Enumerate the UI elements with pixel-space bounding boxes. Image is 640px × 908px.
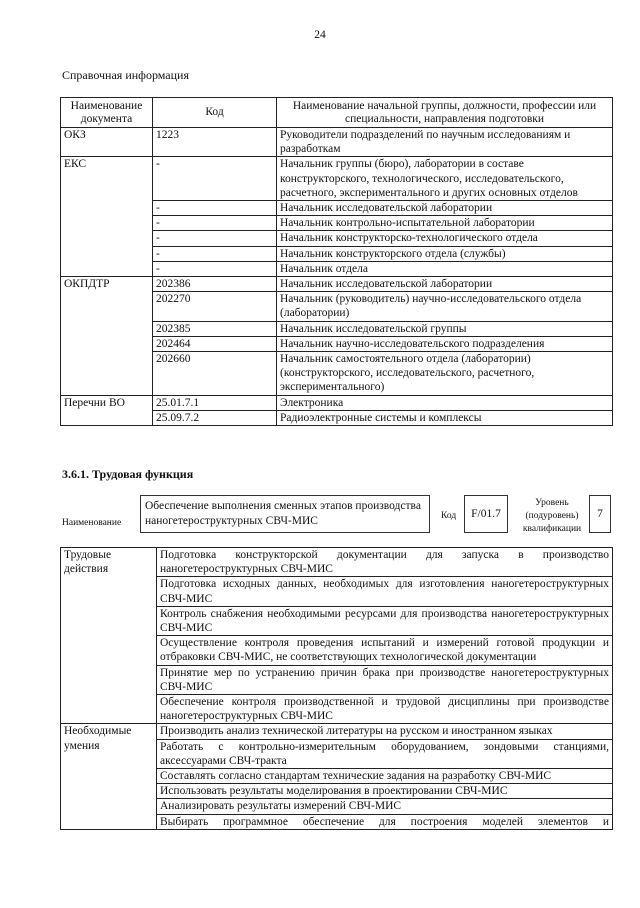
row-name: Начальник исследовательской группы <box>277 321 613 336</box>
table-row <box>61 724 613 739</box>
row-code: 25.09.7.2 <box>153 410 277 425</box>
row-code: - <box>153 201 277 216</box>
row-code: 202385 <box>153 321 277 336</box>
page-number: 24 <box>314 29 326 41</box>
labor-function-code-label: Код <box>441 511 457 521</box>
row-code: 202660 <box>153 352 277 396</box>
row-code: - <box>153 231 277 246</box>
skill-item: Выбирать программное обеспечение для построения моделей элементов и <box>157 814 613 829</box>
row-code: 202386 <box>153 277 277 292</box>
header-code: Код <box>153 98 277 128</box>
row-name: Электроника <box>277 395 613 410</box>
labor-function-name-box: Обеспечение выполнения сменных этапов производства наногетероструктурных СВЧ-МИС <box>140 495 430 533</box>
row-code: - <box>153 157 277 201</box>
table-row <box>61 548 613 577</box>
row-name: Начальник конструкторско-технологического отдела <box>277 231 613 246</box>
table-row <box>61 395 613 410</box>
row-code: - <box>153 216 277 231</box>
labor-function-level-label: Уровень (подуровень) квалификации <box>522 498 582 534</box>
skill-item: Работать с контрольно-измерительным оборудованием, зондовыми станциями, аксессуарами СВЧ-тракта <box>157 739 613 768</box>
action-item: Принятие мер по устранению причин брака при производстве наногетероструктурных СВЧ-МИС <box>157 665 613 694</box>
row-code: 25.01.7.1 <box>153 395 277 410</box>
row-code: 202464 <box>153 336 277 351</box>
skills-label: Необходимые умения <box>61 724 157 829</box>
row-code: - <box>153 261 277 276</box>
reference-table <box>60 97 613 426</box>
labor-function-code-box: F/01.7 <box>464 495 508 533</box>
row-doc: ОКПДТР <box>61 277 153 396</box>
table-row <box>61 277 613 292</box>
row-name: Начальник научно-исследовательского подразделения <box>277 336 613 351</box>
duties-table <box>60 547 613 830</box>
row-name: Начальник (руководитель) научно-исследовательского отдела (лаборатории) <box>277 292 613 321</box>
action-item: Подготовка конструкторской документации для запуска в производство наногетероструктурных СВЧ-МИС <box>157 548 613 577</box>
row-code: - <box>153 246 277 261</box>
table-row <box>61 157 613 201</box>
row-code: 1223 <box>153 128 277 157</box>
row-doc: ОКЗ <box>61 128 153 157</box>
reference-section-title: Справочная информация <box>62 68 189 82</box>
labor-function-level-box: 7 <box>589 495 611 533</box>
header-group-name: Наименование начальной группы, должности, профессии или специальности, направления подготовки <box>277 98 613 128</box>
skill-item: Производить анализ технической литературы на русском и иностранном языках <box>157 724 613 739</box>
row-name: Начальник группы (бюро), лаборатории в составе конструкторского, технологического, исследовательского, расчетного, экспериментального и других основных отделов <box>277 157 613 201</box>
skill-item: Использовать результаты моделирования в проектировании СВЧ-МИС <box>157 784 613 799</box>
action-item: Подготовка исходных данных, необходимых для изготовления наногетероструктурных СВЧ-МИС <box>157 577 613 606</box>
action-item: Обеспечение контроля производственной и трудовой дисциплины при производстве наногетероструктурных СВЧ-МИС <box>157 695 613 724</box>
labor-function-title: 3.6.1. Трудовая функция <box>62 467 194 481</box>
row-name: Руководители подразделений по научным исследованиям и разработкам <box>277 128 613 157</box>
row-doc: Перечни ВО <box>61 395 153 425</box>
actions-label: Трудовые действия <box>61 548 157 724</box>
row-doc: ЕКС <box>61 157 153 277</box>
action-item: Контроль снабжения необходимыми ресурсами для производства наногетероструктурных СВЧ-МИС <box>157 606 613 635</box>
table-row <box>61 128 613 157</box>
row-name: Начальник конструкторского отдела (службы) <box>277 246 613 261</box>
row-name: Начальник исследовательской лаборатории <box>277 277 613 292</box>
labor-function-name-label: Наименование <box>62 518 122 528</box>
row-code: 202270 <box>153 292 277 321</box>
skill-item: Анализировать результаты измерений СВЧ-МИС <box>157 799 613 814</box>
header-doc-name: Наименование документа <box>61 98 153 128</box>
reference-table-header <box>61 98 613 128</box>
row-name: Начальник отдела <box>277 261 613 276</box>
row-name: Начальник исследовательской лаборатории <box>277 201 613 216</box>
row-name: Начальник контрольно-испытательной лаборатории <box>277 216 613 231</box>
skill-item: Составлять согласно стандартам технические задания на разработку СВЧ-МИС <box>157 769 613 784</box>
row-name: Начальник самостоятельного отдела (лаборатории) (конструкторского, исследовательского, расчетного, экспериментального) <box>277 352 613 396</box>
row-name: Радиоэлектронные системы и комплексы <box>277 410 613 425</box>
action-item: Осуществление контроля проведения испытаний и измерений готовой продукции и отбраковки СВЧ-МИС, не соответствующих технологической документации <box>157 636 613 665</box>
